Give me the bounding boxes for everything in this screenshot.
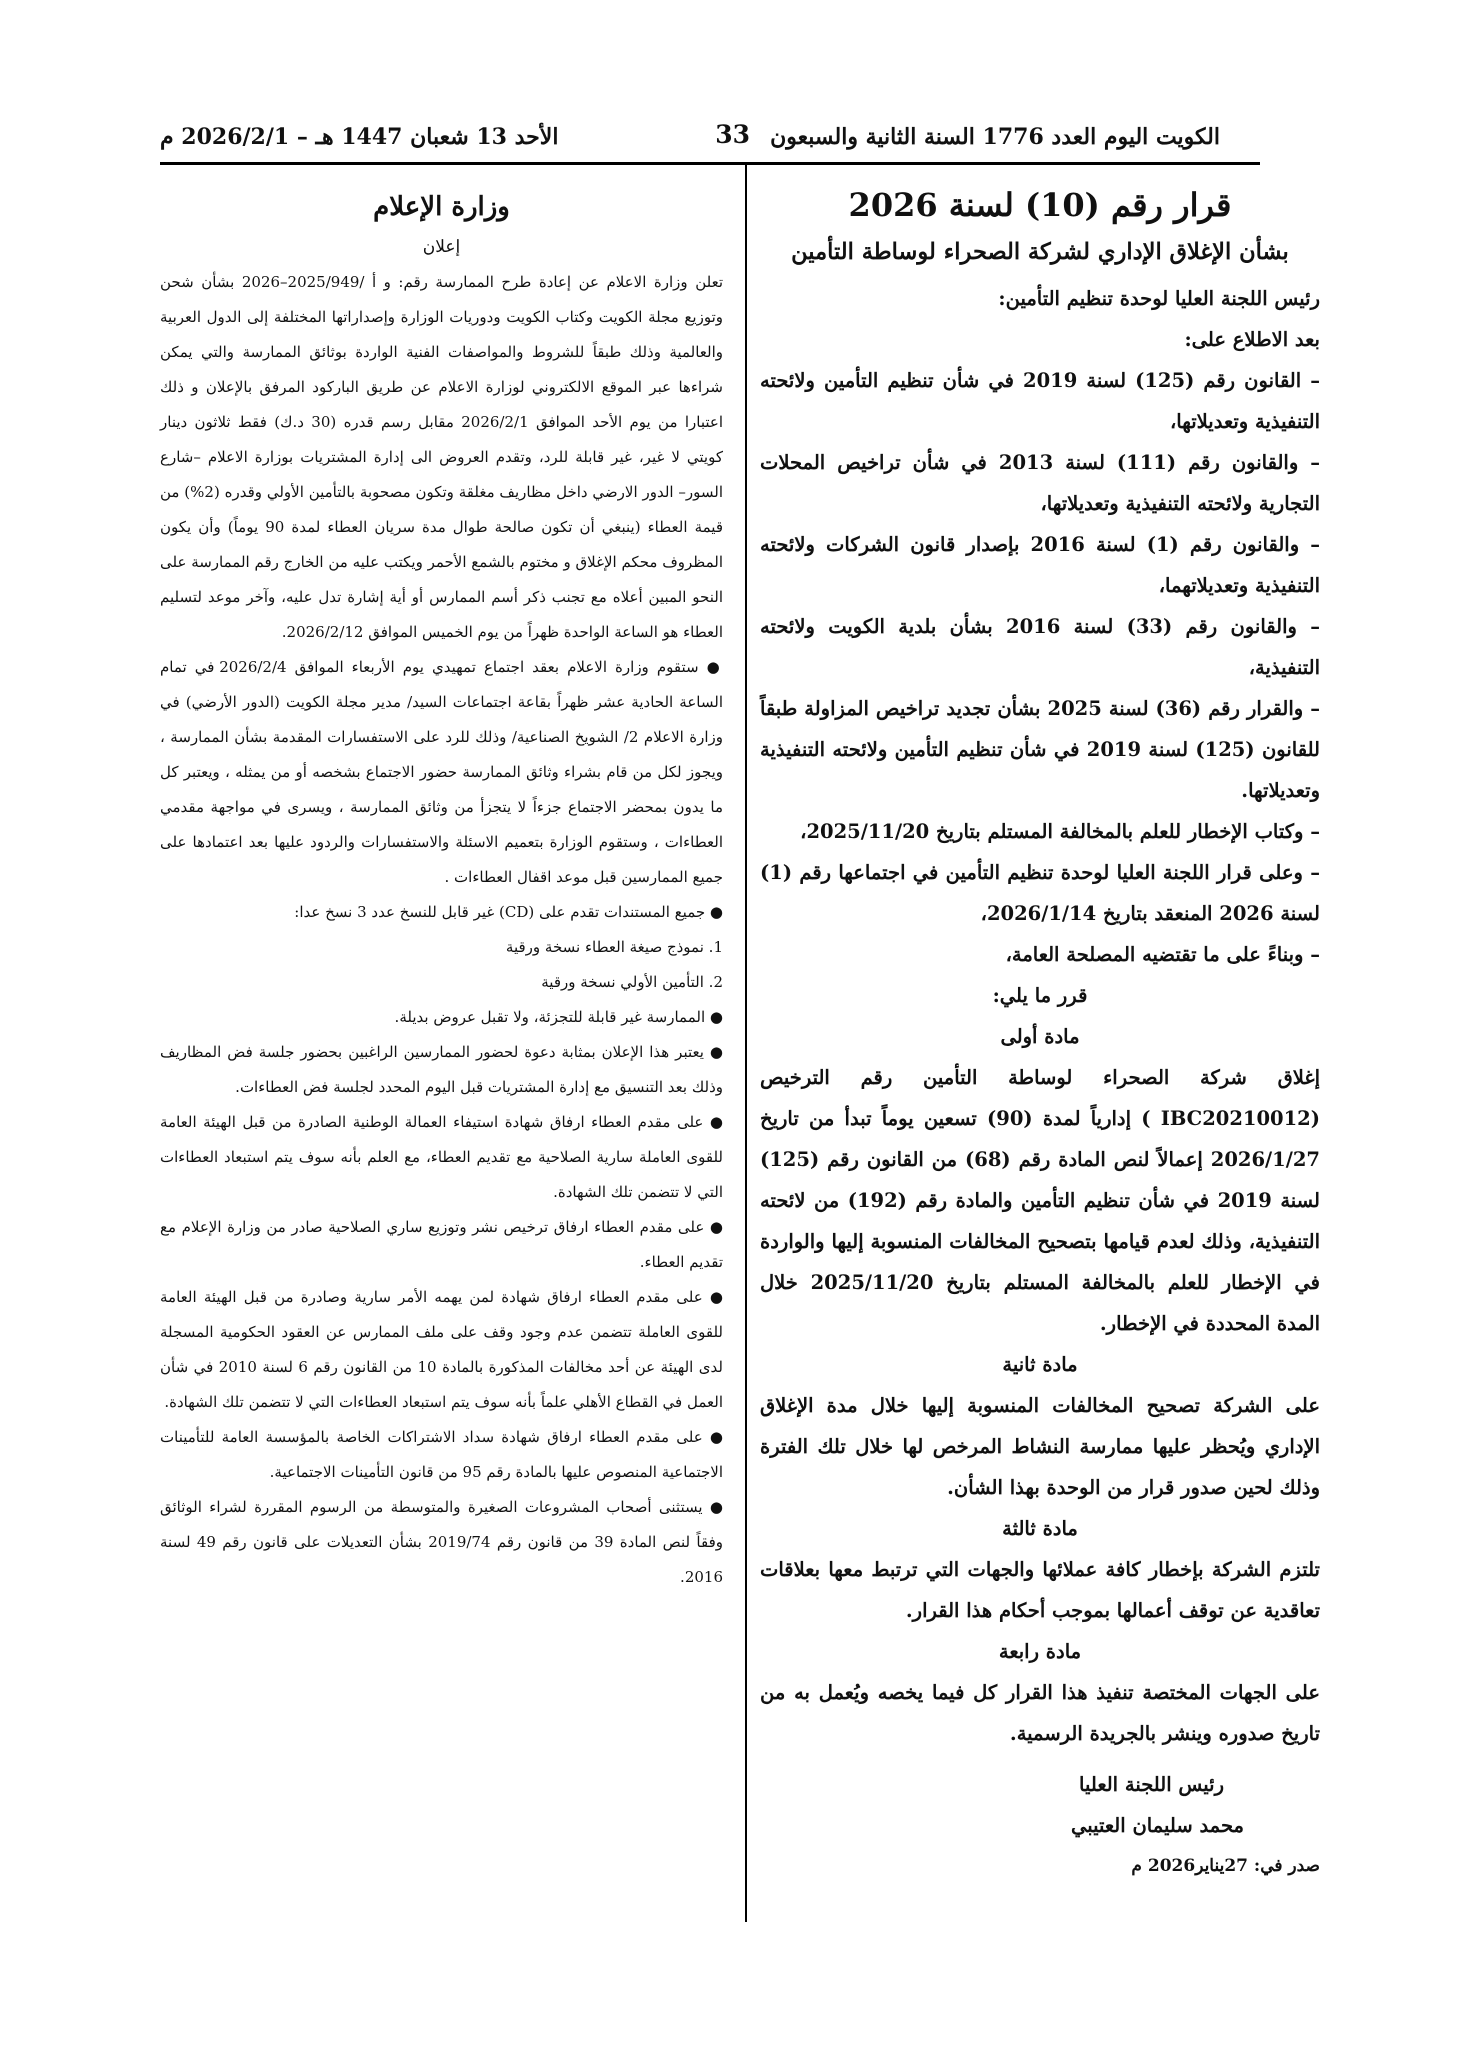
article-heading: مادة ثانية — [1002, 1353, 1078, 1376]
notice-bullet: ● الممارسة غير قابلة للتجزئة، ولا تقبل عروض بديلة. — [394, 1008, 723, 1026]
issue-date: الأحد 13 شعبان 1447 هـ – 2026/2/1 م — [160, 124, 559, 150]
review-heading: بعد الاطلاع على: — [1184, 328, 1320, 351]
notice-bullet: ● على مقدم العطاء ارفاق ترخيص نشر وتوزيع ساري الصلاحية صادر من وزارة الإعلام مع تقديم العطاء. — [160, 1218, 723, 1271]
notice-bullet: ● على مقدم العطاء ارفاق شهادة لمن يهمه الأمر سارية وصادرة من قبل الهيئة العامة للقوى العاملة تتضمن عدم وجود وقف على ملف الممارس عن العقود الحكومية المسجلة لدى الهيئة عن أحد مخالفات المذكورة بالمادة 10 من القانون رقم 6 لسنة 2010 في شأن العمل في القطاع الأهلي علماً بأنه سوف يتم استبعاد العطاءات التي لا تتضمن تلك الشهادة. — [160, 1288, 723, 1411]
decision-column — [760, 180, 1320, 1887]
notice-subitem: 2. التأمين الأولي نسخة ورقية — [541, 973, 723, 991]
reference-item: – وعلى قرار اللجنة العليا لوحدة تنظيم التأمين في اجتماعها رقم (1) لسنة 2026 المنعقد بتاريخ 2026/1/14، — [760, 861, 1320, 925]
notice-bullet: ● جميع المستندات تقدم على (CD) غير قابل للنسخ عدد 3 نسخ عدا: — [294, 903, 723, 921]
notice-bullet: ● يستثنى أصحاب المشروعات الصغيرة والمتوسطة من الرسوم المقررة لشراء الوثائق وفقاً لنص المادة 39 من قانون رقم 2019/74 بشأن التعديلات على قانون رقم 49 لسنة 2016. — [160, 1498, 723, 1586]
column-divider — [745, 162, 747, 1922]
decision-subtitle: بشأن الإغلاق الإداري لشركة الصحراء لوساطة التأمين — [791, 239, 1289, 265]
article-heading: مادة رابعة — [998, 1640, 1082, 1663]
reference-item: – والقانون رقم (33) لسنة 2016 بشأن بلدية الكويت ولائحته التنفيذية، — [760, 615, 1320, 679]
decision-intro: رئيس اللجنة العليا لوحدة تنظيم التأمين: — [998, 287, 1320, 310]
ministry-column — [160, 185, 723, 1595]
notice-bullet: ● على مقدم العطاء ارفاق شهادة سداد الاشتراكات الخاصة بالمؤسسة العامة للتأمينات الاجتماعية المنصوص عليها بالمادة رقم 95 من قانون التأمينات الاجتماعية. — [160, 1428, 723, 1481]
article-text: إغلاق شركة الصحراء لوساطة التأمين رقم الترخيص (IBC20210012 ) إدارياً لمدة (90) تسعين يوماً تبدأ من تاريخ 2026/1/27 إعمالاً لنص المادة رقم (68) من القانون رقم (125) لسنة 2019 في شأن تنظيم التأمين والمادة رقم (192) من لائحته التنفيذية، وذلك لعدم قيامها بتصحيح المخالفات المنسوبة إليها والواردة في الإخطار للعلم بالمخالفة المستلم بتاريخ 2025/11/20 خلال المدة المحددة في الإخطار. — [760, 1066, 1320, 1335]
reference-item: – وكتاب الإخطار للعلم بالمخالفة المستلم بتاريخ 2025/11/20، — [800, 820, 1320, 843]
signatory-title: رئيس اللجنة العليا — [1079, 1773, 1224, 1796]
reference-item: – وبناءً على ما تقتضيه المصلحة العامة، — [1005, 943, 1320, 966]
notice-label: إعلان — [422, 237, 461, 257]
decision-title: قرار رقم (10) لسنة 2026 — [848, 186, 1232, 224]
notice-bullet: ● على مقدم العطاء ارفاق شهادة استيفاء العمالة الوطنية الصادرة من قبل الهيئة العامة للقوى العاملة سارية الصلاحية مع تقديم العطاء، مع العلم بأنه سوف يتم استبعاد العطاءات التي لا تتضمن تلك الشهادة. — [160, 1113, 723, 1201]
issued-date: صدر في: 27يناير2026 م — [1131, 1856, 1320, 1876]
reference-item: – القانون رقم (125) لسنة 2019 في شأن تنظيم التأمين ولائحته التنفيذية وتعديلاتها، — [760, 369, 1320, 433]
article-text: تلتزم الشركة بإخطار كافة عملائها والجهات التي ترتبط معها بعلاقات تعاقدية عن توقف أعمالها بموجب أحكام هذا القرار. — [760, 1558, 1320, 1622]
decided-label: قرر ما يلي: — [992, 984, 1088, 1007]
article-heading: مادة أولى — [1000, 1025, 1080, 1048]
notice-intro: تعلن وزارة الاعلام عن إعادة طرح الممارسة رقم: و أ /2025/949–2026 بشأن شحن وتوزيع مجلة الكويت وكتاب الكويت ودوريات الوزارة وإصداراتها المختلفة إلى الدول العربية والعالمية وذلك طبقاً للشروط والمواصفات الفنية الواردة بوثائق الممارسة والتي يمكن شراءها عبر الموقع الالكتروني لوزارة الاعلام عن طريق الباركود المرفق بالإعلان و ذلك اعتبارا من يوم الأحد الموافق 2026/2/1 مقابل رسم قدره (30 د.ك) فقط ثلاثون دينار كويتي لا غير، غير قابلة للرد، وتقدم العروض الى إدارة المشتريات بوزارة الاعلام –شارع السور– الدور الارضي داخل مظاريف مغلقة وتكون مصحوبة بالتأمين الأولي وقدره (2%) من قيمة العطاء (ينبغي أن تكون صالحة طوال مدة سريان العطاء لمدة 90 يوماً) وأن يكون المظروف محكم الإغلاق و مختوم بالشمع الأحمر ويكتب عليه من الخارج رقم الممارسة على النحو المبين أعلاه مع تجنب ذكر أسم الممارس أو أية إشارة تدل عليه، وآخر موعد لتسليم العطاء هو الساعة الواحدة ظهراً من يوم الخميس الموافق 2026/2/12. — [160, 273, 724, 641]
notice-bullet: ● ستقوم وزارة الاعلام بعقد اجتماع تمهيدي يوم الأربعاء الموافق 2026/2/4 في تمام الساعة الحادية عشر ظهراً بقاعة اجتماعات السيد/ مدير مجلة الكويت (الدور الأرضي) في وزارة الاعلام 2/ الشويخ الصناعية/ وذلك للرد على الاستفسارات المقدمة بشأن الممارسة ، ويجوز لكل من قام بشراء وثائق الممارسة حضور الاجتماع بشخصه أو من يمثله ، ويعتبر كل ما يدون بمحضر الاجتماع جزءاً لا يتجزأ من وثائق الممارسة ، ويسرى في مواجهة مقدمي العطاءات ، وستقوم الوزارة بتعميم الاسئلة والاستفسارات والردود عليها بعد اعتمادها على جميع الممارسين قبل موعد اقفال العطاءات . — [160, 658, 724, 886]
ministry-name: وزارة الإعلام — [373, 192, 510, 222]
reference-item: – والقانون رقم (111) لسنة 2013 في شأن تراخيص المحلات التجارية ولائحته التنفيذية وتعديلاتها، — [760, 451, 1321, 515]
article-heading: مادة ثالثة — [1002, 1517, 1078, 1540]
header-rule — [160, 162, 1260, 165]
reference-item: – والقانون رقم (1) لسنة 2016 بإصدار قانون الشركات ولائحته التنفيذية وتعديلاتهما، — [760, 533, 1320, 597]
signatory-name: محمد سليمان العتيبي — [1070, 1814, 1244, 1837]
gazette-issue: الكويت اليوم العدد 1776 السنة الثانية والسبعون — [770, 124, 1220, 150]
notice-subitem: 1. نموذج صيغة العطاء نسخة ورقية — [505, 938, 723, 956]
article-text: على الشركة تصحيح المخالفات المنسوبة إليها خلال مدة الإغلاق الإداري ويُحظر عليها ممارسة النشاط المرخص لها خلال تلك الفترة وذلك لحين صدور قرار من الوحدة بهذا الشأن. — [760, 1394, 1320, 1499]
article-text: على الجهات المختصة تنفيذ هذا القرار كل فيما يخصه ويُعمل به من تاريخ صدوره وينشر بالجريدة الرسمية. — [760, 1681, 1320, 1745]
reference-item: – والقرار رقم (36) لسنة 2025 بشأن تجديد تراخيص المزاولة طبقاً للقانون (125) لسنة 2019 في شأن تنظيم التأمين ولائحته التنفيذية وتعديلاتها. — [760, 697, 1320, 802]
notice-bullet: ● يعتبر هذا الإعلان بمثابة دعوة لحضور الممارسين الراغبين بحضور جلسة فض المظاريف وذلك بعد التنسيق مع إدارة المشتريات قبل اليوم المحدد لجلسة فض العطاءات. — [160, 1043, 723, 1096]
page-header — [160, 118, 1220, 158]
page-number: 33 — [715, 120, 750, 149]
